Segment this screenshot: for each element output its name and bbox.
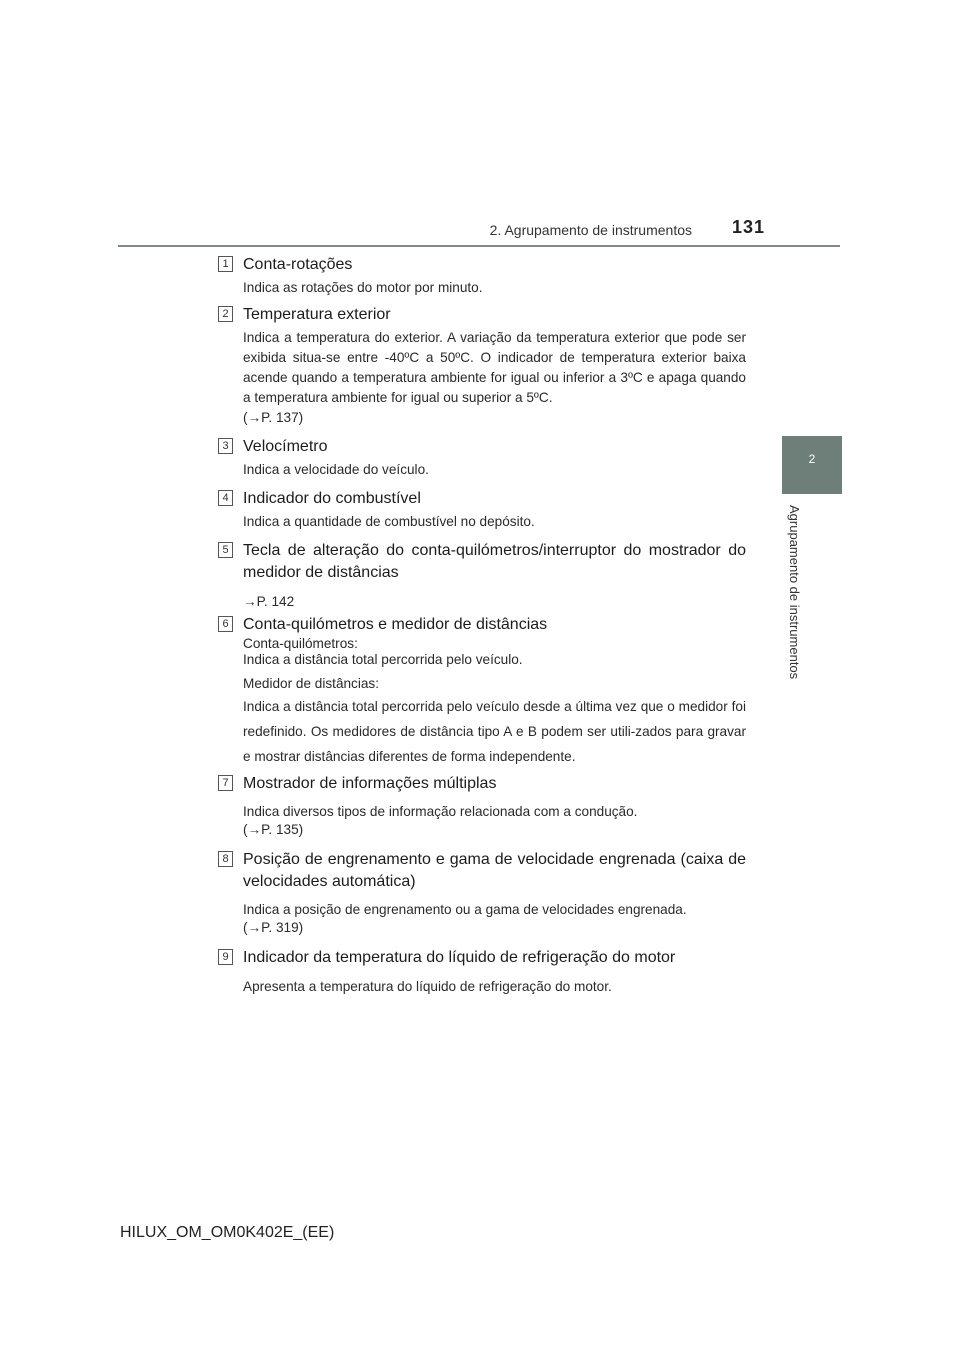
page-reference-link[interactable]: (→P. 137) [243, 410, 304, 425]
item-number-badge: 4 [218, 490, 233, 506]
item-fuel-gauge [214, 488, 746, 532]
item-description: Indica a posição de engrenamento ou a gama de velocidades engrenada. [243, 902, 687, 917]
trip-meter-label: Medidor de distâncias: [243, 676, 380, 691]
item-description: Indica a temperatura do exterior. A variação da temperatura exterior que pode ser exibida situa-se entre -40ºC a 50ºC. O indicador de temperatura exterior baixa acende quando a temperatura ambiente for igual ou inferior a 3ºC e apaga quando a temperatura ambiente for igual ou superior a 5ºC. [243, 330, 746, 405]
odometer-label: Conta-quilómetros: [243, 636, 358, 651]
chapter-tab[interactable] [782, 436, 842, 494]
item-speedometer [214, 436, 746, 480]
header-divider [118, 245, 840, 247]
item-number-badge: 3 [218, 438, 233, 454]
item-title: Tecla de alteração do conta-quilómetros/interruptor do mostrador do medidor de distâncias [243, 542, 746, 581]
chapter-tab-number: 2 [808, 452, 816, 466]
item-outside-temperature [214, 304, 746, 428]
item-odometer-trip-meter [214, 614, 746, 769]
item-list [214, 254, 746, 997]
item-title: Conta-quilómetros e medidor de distâncias [243, 616, 548, 633]
item-number-badge: 2 [218, 306, 233, 322]
page-reference-link[interactable]: (→P. 135) [243, 822, 304, 837]
item-description: Indica a velocidade do veículo. [243, 462, 429, 477]
page-reference-link[interactable]: (→P. 319) [243, 920, 304, 935]
item-title: Indicador do combustível [243, 490, 421, 507]
item-odometer-switch [214, 540, 746, 612]
item-title: Velocímetro [243, 438, 328, 455]
page-number: 131 [732, 217, 766, 237]
item-description: Indica a quantidade de combustível no depósito. [243, 514, 535, 529]
item-multi-information-display [214, 773, 746, 839]
item-number-badge: 7 [218, 775, 233, 791]
item-number-badge: 6 [218, 616, 233, 632]
item-number-badge: 5 [218, 542, 233, 558]
item-title: Mostrador de informações múltiplas [243, 775, 497, 792]
header-section-title: 2. Agrupamento de instrumentos [489, 222, 692, 238]
odometer-description: Indica a distância total percorrida pelo veículo. [243, 652, 523, 667]
item-description: Indica diversos tipos de informação relacionada com a condução. [243, 804, 638, 819]
item-shift-position [214, 849, 746, 937]
page-reference-link[interactable]: →P. 142 [243, 594, 295, 609]
item-title: Posição de engrenamento e gama de velocidade engrenada (caixa de velocidades automática) [243, 851, 746, 890]
item-number-badge: 1 [218, 256, 233, 272]
item-description: Apresenta a temperatura do líquido de refrigeração do motor. [243, 979, 612, 994]
item-title: Temperatura exterior [243, 306, 391, 323]
item-tachometer [214, 254, 746, 298]
chapter-tab-title: Agrupamento de instrumentos [787, 505, 802, 680]
trip-meter-description: Indica a distância total percorrida pelo veículo desde a última vez que o medidor foi redefinido. Os medidores de distância tipo A e B podem ser utili-zados para gravar e mostrar distâncias diferentes de forma independente. [243, 699, 746, 764]
item-title: Indicador da temperatura do líquido de refrigeração do motor [243, 949, 676, 966]
item-number-badge: 9 [218, 949, 233, 965]
item-title: Conta-rotações [243, 256, 353, 273]
document-code: HILUX_OM_OM0K402E_(EE) [120, 1224, 335, 1241]
item-description: Indica as rotações do motor por minuto. [243, 280, 483, 295]
item-number-badge: 8 [218, 851, 233, 867]
item-coolant-temperature [214, 947, 746, 997]
